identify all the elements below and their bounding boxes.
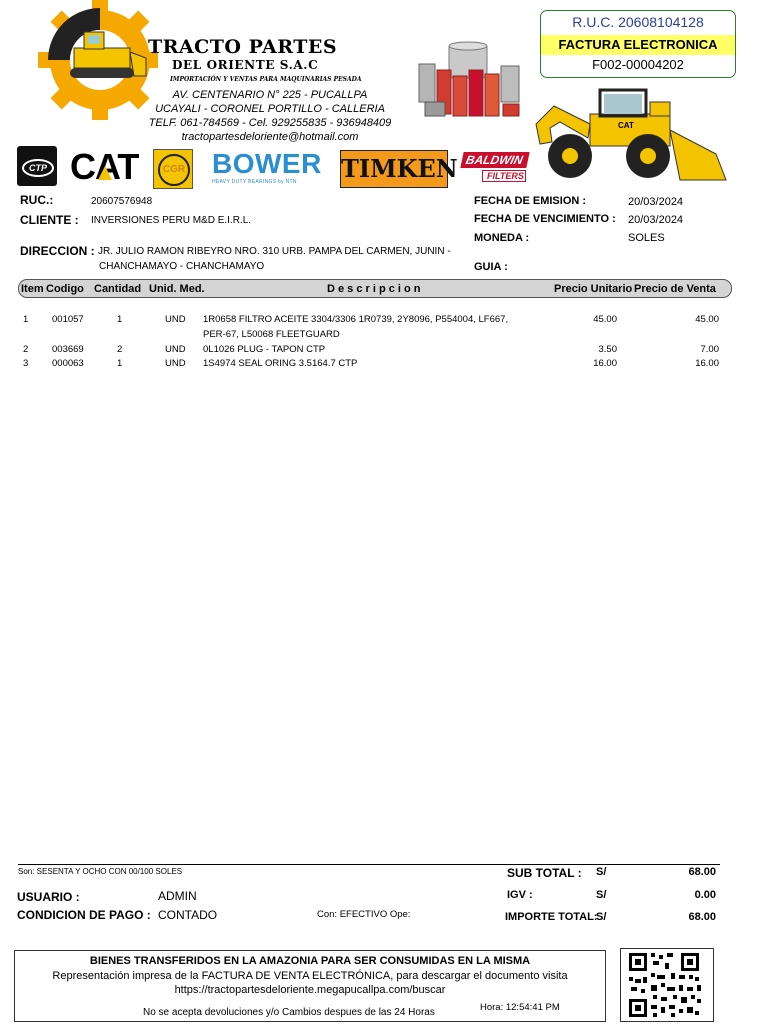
filters-image [415,40,525,122]
row-cantidad: 1 [117,314,123,325]
totals-divider [18,864,720,865]
row-cantidad: 1 [117,358,123,369]
row-unid: UND [165,344,186,355]
direccion-label: DIRECCION : [20,244,95,258]
ctp-logo: CTP [17,146,57,186]
row-precio-venta: 45.00 [695,314,719,325]
row-precio-venta: 7.00 [700,344,719,355]
qr-code-icon [621,949,713,1021]
baldwin-logo: BALDWIN FILTERS [462,152,528,186]
table-row [0,314,768,344]
con-payment: Con: EFECTIVO Ope: [317,909,411,920]
company-address1: AV. CENTENARIO N° 225 - PUCALLPA [172,89,368,101]
emision-value: 20/03/2024 [628,196,684,208]
row-precio-unitario: 45.00 [593,314,617,325]
vencimiento-value: 20/03/2024 [628,214,684,226]
row-desc-line1: 1S4974 SEAL ORING 3.5164.7 CTP [203,358,358,369]
footer-line4: No se acepta devoluciones y/o Cambios despues de las 24 Horas [143,1007,435,1018]
cgr-logo: CGR [153,149,193,189]
qr-code [620,948,714,1022]
svg-text:CAT: CAT [618,121,634,130]
direccion-line2: CHANCHAMAYO - CHANCHAMAYO [99,261,265,272]
importe-label: IMPORTE TOTAL: [505,911,598,923]
guia-label: GUIA : [474,261,508,273]
th-precio-venta: Precio de Venta [634,283,716,295]
table-row [0,344,768,358]
emision-label: FECHA DE EMISION : [474,195,587,207]
company-address2: UCAYALI - CORONEL PORTILLO - CALLERIA [155,103,385,115]
condicion-value: CONTADO [158,908,218,922]
company-phones: TELF. 061-784569 - Cel. 929255835 - 936948409 [148,117,392,129]
timken-logo: TIMKEN [340,150,448,188]
usuario-value: ADMIN [158,889,197,903]
row-precio-unitario: 3.50 [598,344,617,355]
bower-logo: BOWER HEAVY DUTY BEARINGS by NTN [212,148,322,185]
moneda-label: MONEDA : [474,232,530,244]
row-codigo: 001057 [52,314,84,325]
th-codigo: Codigo [46,283,84,295]
ruc-label: RUC.: [20,193,54,207]
row-precio-unitario: 16.00 [593,358,617,369]
row-desc-line1: 1R0658 FILTRO ACEITE 3304/3306 1R0739, 2Y8096, P554004, LF667, [203,314,509,325]
table-row [0,358,768,372]
company-subname: DEL ORIENTE S.A.C [172,58,319,72]
th-item: Item [21,283,44,295]
condicion-label: CONDICION DE PAGO : [17,908,151,922]
row-item: 1 [23,314,29,325]
th-cantidad: Cantidad [94,283,142,295]
row-precio-venta: 16.00 [695,358,719,369]
usuario-label: USUARIO : [17,890,80,904]
company-name: TRACTO PARTES [148,36,338,58]
doc-number: F002-00004202 [592,57,684,72]
cat-triangle-icon [98,166,112,180]
vencimiento-label: FECHA DE VENCIMIENTO : [474,213,616,225]
moneda-value: SOLES [628,232,665,244]
direccion-line1: JR. JULIO RAMON RIBEYRO NRO. 310 URB. PAMPA DEL CARMEN, JUNIN - [98,246,451,257]
footer-url: https://tractopartesdeloriente.megapucallpa.com/buscar [174,984,446,996]
th-descripcion: D e s c r i p c i o n [327,283,421,295]
footer-box [14,950,606,1022]
row-unid: UND [165,314,186,325]
row-desc-line1: 0L1026 PLUG - TAPON CTP [203,344,326,355]
row-codigo: 000063 [52,358,84,369]
row-item: 3 [23,358,29,369]
footer-line1: BIENES TRANSFERIDOS EN LA AMAZONIA PARA SER CONSUMIDAS EN LA MISMA [89,955,531,967]
cat-logo: CAT [70,146,139,187]
th-precio-unitario: Precio Unitario [554,283,633,295]
footer-line2: Representación impresa de la FACTURA DE VENTA ELECTRÓNICA, para descargar el documento visita [52,970,568,982]
subtotal-value: 68.00 [688,866,716,878]
cliente-label: CLIENTE : [20,213,79,227]
importe-value: 68.00 [688,911,716,923]
son-amount-words: Son: SESENTA Y OCHO CON 00/100 SOLES [18,867,183,876]
igv-label: IGV : [507,889,533,901]
importe-currency: S/ [596,911,607,923]
row-item: 2 [23,344,29,355]
row-codigo: 003669 [52,344,84,355]
subtotal-label: SUB TOTAL : [507,866,582,880]
ruc-value: 20607576948 [91,196,153,207]
ruc-box [540,10,736,78]
igv-currency: S/ [596,889,607,901]
th-unid-med: Unid. Med. [149,283,205,295]
doc-type: FACTURA ELECTRONICA [541,35,735,55]
row-unid: UND [165,358,186,369]
row-desc-line2: PER-67, L50068 FLEETGUARD [203,329,340,340]
igv-value: 0.00 [694,889,716,901]
footer-hora: Hora: 12:54:41 PM [480,1002,560,1013]
cliente-value: INVERSIONES PERU M&D E.I.R.L. [91,215,252,226]
ruc-number: R.U.C. 20608104128 [572,14,704,30]
company-tagline: IMPORTACIÓN Y VENTAS PARA MAQUINARIAS PESADA [170,76,362,83]
row-cantidad: 2 [117,344,123,355]
company-email: tractopartesdeloriente@hotmail.com [181,131,359,143]
subtotal-currency: S/ [596,866,607,878]
skidder-image [530,84,730,184]
